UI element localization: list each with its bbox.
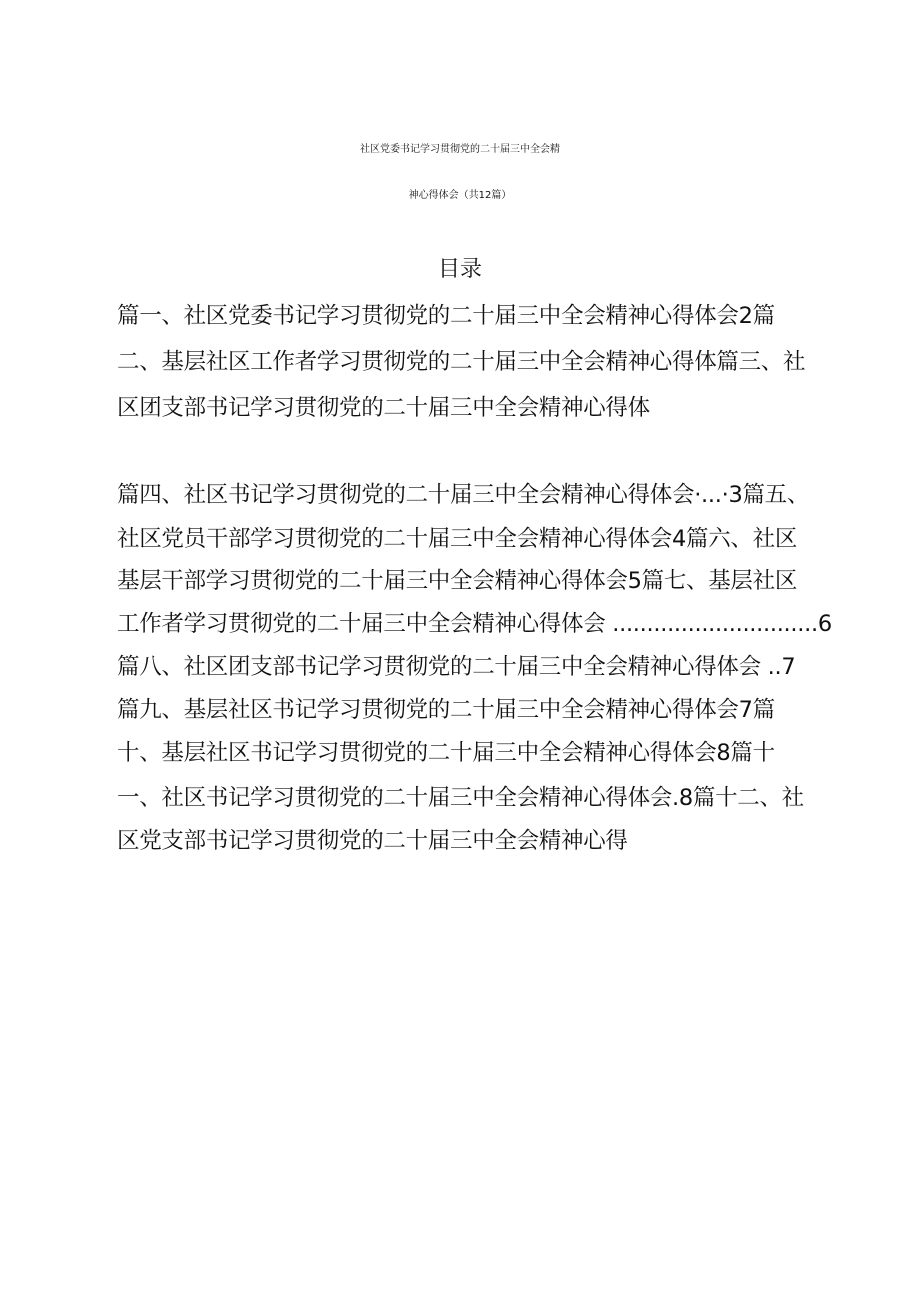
document-title-line-1: 社区党委书记学习贯彻党的二十届三中全会精	[360, 144, 560, 155]
toc-line: 工作者学习贯彻党的二十届三中全会精神心得体会 ..............................6	[117, 611, 832, 637]
toc-line: 十、基层社区书记学习贯彻党的二十届三中全会精神心得体会8篇十	[117, 740, 775, 766]
toc-line: 区党支部书记学习贯彻党的二十届三中全会精神心得	[117, 828, 628, 854]
toc-line: 篇八、社区团支部书记学习贯彻党的二十届三中全会精神心得体会 ..7	[117, 654, 796, 680]
toc-line: 篇九、基层社区书记学习贯彻党的二十届三中全会精神心得体会7篇	[117, 697, 775, 723]
toc-line: 基层干部学习贯彻党的二十届三中全会精神心得体会5篇七、基层社区	[117, 568, 798, 594]
toc-line: 篇四、社区书记学习贯彻党的二十届三中全会精神心得体会·...·3篇五、	[117, 482, 810, 508]
toc-line: 篇一、社区党委书记学习贯彻党的二十届三中全会精神心得体会2篇	[117, 303, 775, 329]
document-title-line-2: 神心得体会（共12篇）	[408, 190, 512, 201]
toc-line: 区团支部书记学习贯彻党的二十届三中全会精神心得体	[117, 395, 650, 421]
toc-line: 社区党员干部学习贯彻党的二十届三中全会精神心得体会4篇六、社区	[117, 526, 798, 552]
toc-line: 一、社区书记学习贯彻党的二十届三中全会精神心得体会.8篇十二、社	[117, 785, 804, 811]
toc-heading: 目录	[437, 257, 482, 282]
toc-line: 二、基层社区工作者学习贯彻党的二十届三中全会精神心得体篇三、社	[117, 349, 806, 375]
